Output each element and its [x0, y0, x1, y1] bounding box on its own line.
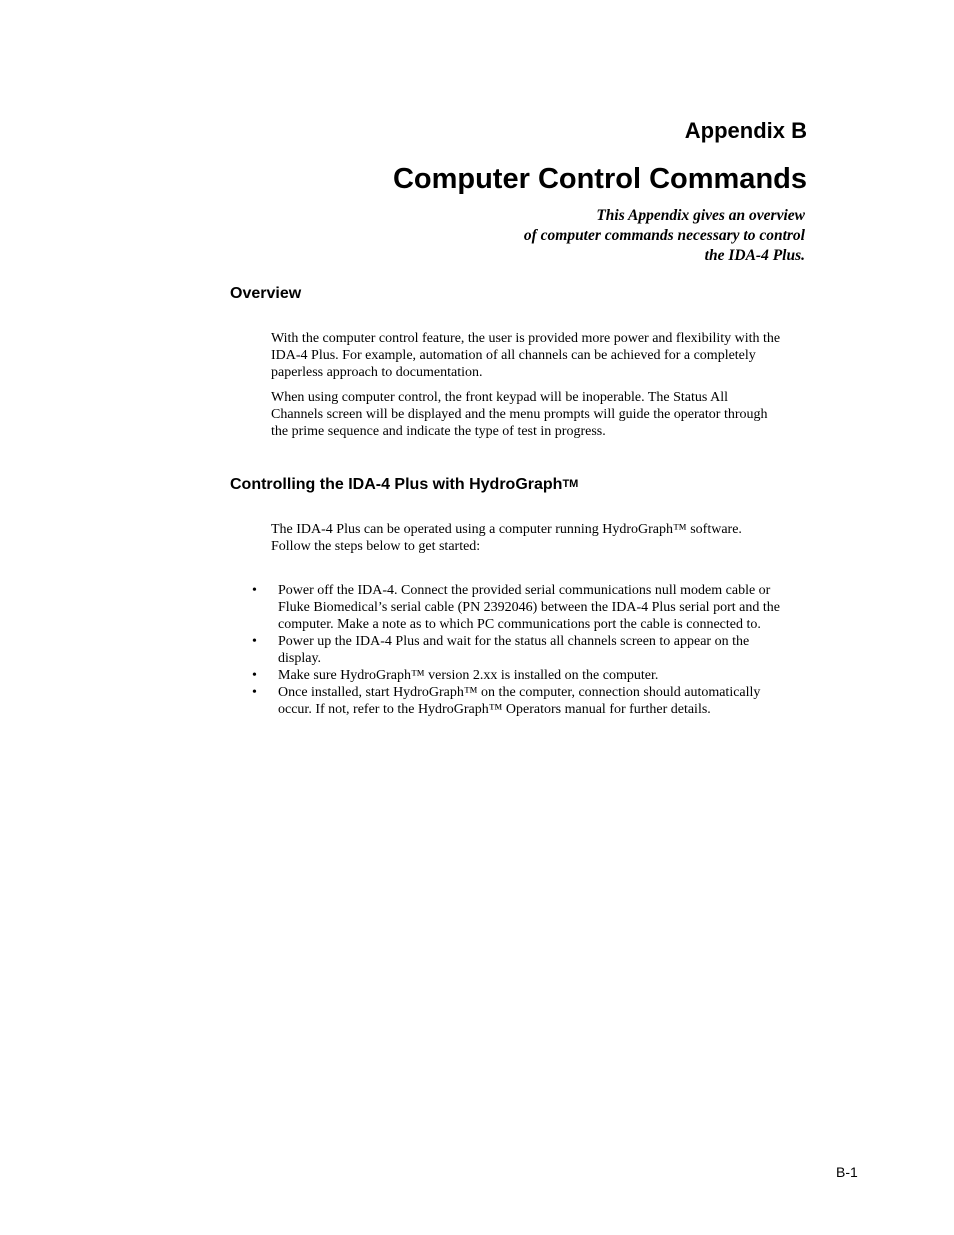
- text-line: Follow the steps below to get started:: [271, 539, 481, 554]
- chapter-subtitle: [524, 206, 805, 266]
- overview-paragraph-1: [271, 330, 811, 381]
- text-line: Channels screen will be displayed and the menu prompts will guide the operator through: [271, 407, 768, 422]
- appendix-label: Appendix B: [684, 118, 807, 143]
- list-item: [250, 582, 820, 633]
- text-line: Power up the IDA-4 Plus and wait for the status all channels screen to appear on the: [278, 634, 750, 649]
- bullet-point: •: [252, 634, 257, 649]
- overview-paragraph-2: [271, 389, 811, 440]
- text-line: occur. If not, refer to the HydroGraph™ Operators manual for further details.: [278, 702, 711, 717]
- page-title: Computer Control Commands: [392, 163, 807, 195]
- bullet-point: •: [252, 685, 257, 700]
- page-number: B-1: [836, 1164, 858, 1180]
- controlling-heading-text: Controlling the IDA-4 Plus with HydroGraph: [230, 476, 563, 493]
- list-item: [250, 684, 820, 718]
- text-line: Fluke Biomedical’s serial cable (PN 2392046) between the IDA-4 Plus serial port and the: [278, 600, 780, 615]
- text-line: display.: [278, 651, 322, 666]
- text-line: Once installed, start HydroGraph™ on the computer, connection should automatically: [278, 685, 761, 700]
- text-line: With the computer control feature, the user is provided more power and flexibility with the: [271, 331, 781, 346]
- subtitle-line: of computer commands necessary to control: [523, 227, 805, 244]
- bullet-point: •: [252, 668, 257, 683]
- subtitle-line: the IDA-4 Plus.: [704, 247, 805, 264]
- controlling-heading: [230, 476, 578, 494]
- text-line: When using computer control, the front keypad will be inoperable. The Status All: [271, 390, 728, 405]
- steps-list: [250, 582, 820, 718]
- list-item: [250, 667, 820, 684]
- text-line: paperless approach to documentation.: [271, 365, 483, 380]
- controlling-intro: [271, 521, 811, 555]
- bullet-point: •: [252, 583, 257, 598]
- text-line: the prime sequence and indicate the type of test in progress.: [271, 424, 606, 439]
- subtitle-line: This Appendix gives an overview: [596, 207, 805, 224]
- text-line: Power off the IDA-4. Connect the provided serial communications null modem cable or: [278, 583, 771, 598]
- text-line: Make sure HydroGraph™ version 2.xx is installed on the computer.: [278, 668, 659, 683]
- text-line: IDA-4 Plus. For example, automation of all channels can be achieved for a completely: [271, 348, 756, 363]
- overview-heading: Overview: [230, 285, 302, 302]
- text-line: The IDA-4 Plus can be operated using a computer running HydroGraph™ software.: [271, 522, 742, 537]
- list-item: [250, 633, 820, 667]
- text-line: computer. Make a note as to which PC communications port the cable is connected to.: [278, 617, 761, 632]
- trademark-mark: TM: [562, 478, 579, 490]
